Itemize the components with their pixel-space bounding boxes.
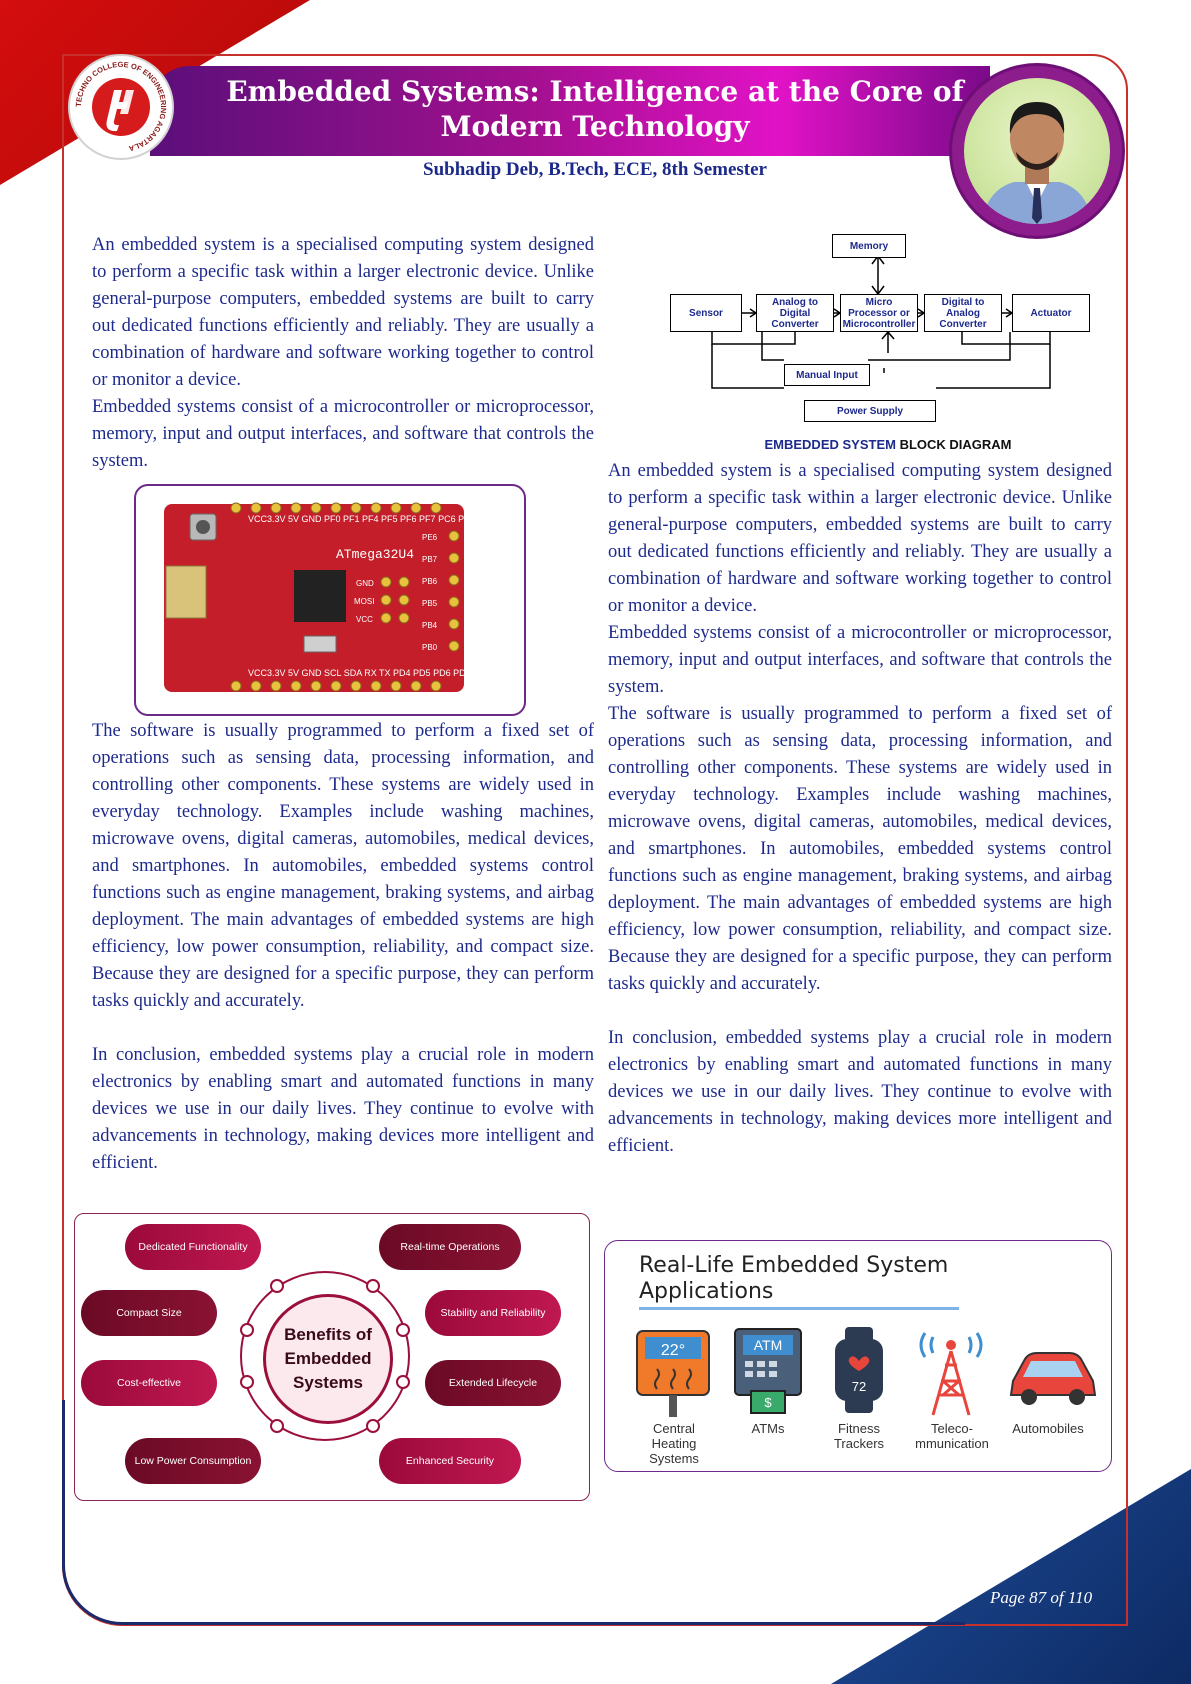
left-column-intro	[92, 232, 594, 475]
diagram-manual-input: Manual Input	[784, 364, 870, 386]
college-logo	[68, 54, 174, 160]
applications-title-rule	[639, 1307, 959, 1310]
atmega-board-illustration	[136, 486, 524, 714]
left-paragraph-2: Embedded systems consist of a microcontroller or microprocessor, memory, input and output interfaces, and software that controls the system.	[92, 397, 594, 471]
right-column-body	[608, 458, 1112, 1160]
side-pin-6: PB0	[422, 643, 438, 652]
page-number: Page 87 of 110	[990, 1588, 1093, 1607]
author-photo	[952, 66, 1122, 236]
side-pin-1: PE6	[422, 533, 438, 542]
side-pin-3: PB6	[422, 577, 438, 586]
side-pin-2: PB7	[422, 555, 438, 564]
benefit-enhanced-security: Enhanced Security	[379, 1438, 521, 1484]
atm-icon	[733, 1327, 803, 1417]
telecom-tower-icon	[911, 1325, 991, 1417]
benefit-extended-lifecycle: Extended Lifecycle	[425, 1360, 561, 1406]
benefits-infographic	[74, 1213, 590, 1501]
right-paragraph-4: In conclusion, embedded systems play a crucial role in modern electronics by enabling smart and automated functions in many devices we use in our daily lives. They continue to evolve with advancements in technology, making devices more intelligent and efficient.	[608, 1028, 1112, 1156]
right-paragraph-2: Embedded systems consist of a microcontroller or microprocessor, memory, input and output interfaces, and software that controls the system.	[608, 623, 1112, 697]
side-pin-5: PB4	[422, 621, 438, 630]
microcontroller-board-image	[134, 484, 526, 716]
top-pin-labels: VCC3.3V 5V GND PF0 PF1 PF4 PF5 PF6 PF7 PC6 PC7	[248, 514, 476, 524]
diagram-caption-accent: EMBEDDED SYSTEM	[764, 437, 896, 452]
applications-infographic	[604, 1240, 1112, 1472]
diagram-dac: Digital to Analog Converter	[924, 294, 1002, 332]
chip-label: ATmega32U4	[336, 547, 415, 562]
thermostat-icon	[633, 1329, 713, 1419]
mid-label-gnd: GND	[356, 579, 374, 588]
bottom-pin-labels: VCC3.3V 5V GND SCL SDA RX TX PD4 PD5 PD6 PD7	[248, 668, 471, 678]
benefit-real-time-operations: Real-time Operations	[379, 1224, 521, 1270]
thermostat-value: 22°	[660, 1342, 686, 1359]
diagram-caption-rest: BLOCK DIAGRAM	[895, 437, 1012, 452]
benefits-center: Benefits of Embedded Systems	[263, 1294, 393, 1424]
app-label-fitness-trackers: Fitness Trackers	[833, 1421, 885, 1451]
fitness-tracker-icon	[831, 1327, 887, 1417]
mid-label-vcc: VCC	[356, 615, 373, 624]
logo-emblem	[92, 78, 150, 136]
watch-value: 72	[851, 1379, 867, 1394]
block-diagram-connectors	[650, 228, 1110, 458]
automobile-icon	[1005, 1347, 1101, 1407]
left-column-body	[92, 718, 594, 1177]
left-paragraph-3: The software is usually programmed to perform a fixed set of operations such as sensing data, processing information, and controlling other components. These systems are widely used in everyday technology. Examples include washing machines, microwave ovens, digital cameras, automobiles, medical devices, and smartphones. In automobiles, embedded systems control functions such as engine management, braking systems, and airbag deployment. The main advantages of embedded systems are high efficiency, low power consumption, reliability, and compact size. Because they are designed for a specific purpose, they can perform tasks quickly and accurately.	[92, 721, 594, 1011]
applications-title: Real-Life Embedded System Applications	[639, 1253, 949, 1304]
logo-glyph-icon	[92, 78, 150, 136]
app-label-telecommunication: Teleco-mmunication	[915, 1421, 989, 1451]
side-pin-4: PB5	[422, 599, 438, 608]
diagram-caption	[738, 437, 1038, 452]
diagram-mcu: Micro Processor or Microcontroller	[840, 294, 918, 332]
right-paragraph-3: The software is usually programmed to perform a fixed set of operations such as sensing data, processing information, and controlling other components. These systems are widely used in everyday technology. Examples include washing machines, microwave ovens, digital cameras, automobiles, medical devices, and smartphones. In automobiles, embedded systems control functions such as engine management, braking systems, and airbag deployment. The main advantages of embedded systems are high efficiency, low power consumption, reliability, and compact size. Because they are designed for a specific purpose, they can perform tasks quickly and accurately.	[608, 704, 1112, 994]
atm-text: ATM	[753, 1337, 783, 1353]
diagram-power-supply: Power Supply	[804, 400, 936, 422]
app-label-central-heating: Central Heating Systems	[649, 1421, 699, 1466]
benefit-compact-size: Compact Size	[81, 1290, 217, 1336]
author-photo-portrait	[964, 78, 1110, 224]
svg-text:$: $	[764, 1395, 772, 1410]
diagram-memory: Memory	[832, 234, 906, 258]
benefit-low-power: Low Power Consumption	[125, 1438, 261, 1484]
app-label-automobiles: Automobiles	[1012, 1421, 1084, 1436]
right-paragraph-1: An embedded system is a specialised computing system designed to perform a specific task within a larger electronic device. Unlike general-purpose computers, embedded systems are built to carry out dedicated functions efficiently and reliably. They are usually a combination of hardware and software working together to control or monitor a device.	[608, 461, 1112, 616]
diagram-adc: Analog to Digital Converter	[756, 294, 834, 332]
app-label-atms: ATMs	[751, 1421, 785, 1436]
block-diagram	[650, 228, 1110, 458]
author-line: Subhadip Deb, B.Tech, ECE, 8th Semester	[423, 159, 767, 180]
mid-label-mosi: MOSI	[354, 597, 375, 606]
left-paragraph-4: In conclusion, embedded systems play a crucial role in modern electronics by enabling smart and automated functions in many devices we use in our daily lives. They continue to evolve with advancements in technology, making devices more intelligent and efficient.	[92, 1045, 594, 1173]
benefit-cost-effective: Cost-effective	[81, 1360, 217, 1406]
page-title: Embedded Systems: Intelligence at the Core of Modern Technology	[226, 75, 964, 143]
logo-ring-text: TECHNO COLLEGE OF ENGINEERING AGARTALA	[73, 59, 169, 154]
diagram-sensor: Sensor	[670, 294, 742, 332]
left-paragraph-1: An embedded system is a specialised computing system designed to perform a specific task within a larger electronic device. Unlike general-purpose computers, embedded systems are built to carry out dedicated functions efficiently and reliably. They are usually a combination of hardware and software working together to control or monitor a device.	[92, 235, 594, 390]
portrait-illustration	[964, 78, 1110, 224]
diagram-actuator: Actuator	[1012, 294, 1090, 332]
benefit-stability-reliability: Stability and Reliability	[425, 1290, 561, 1336]
benefit-dedicated-functionality: Dedicated Functionality	[125, 1224, 261, 1270]
